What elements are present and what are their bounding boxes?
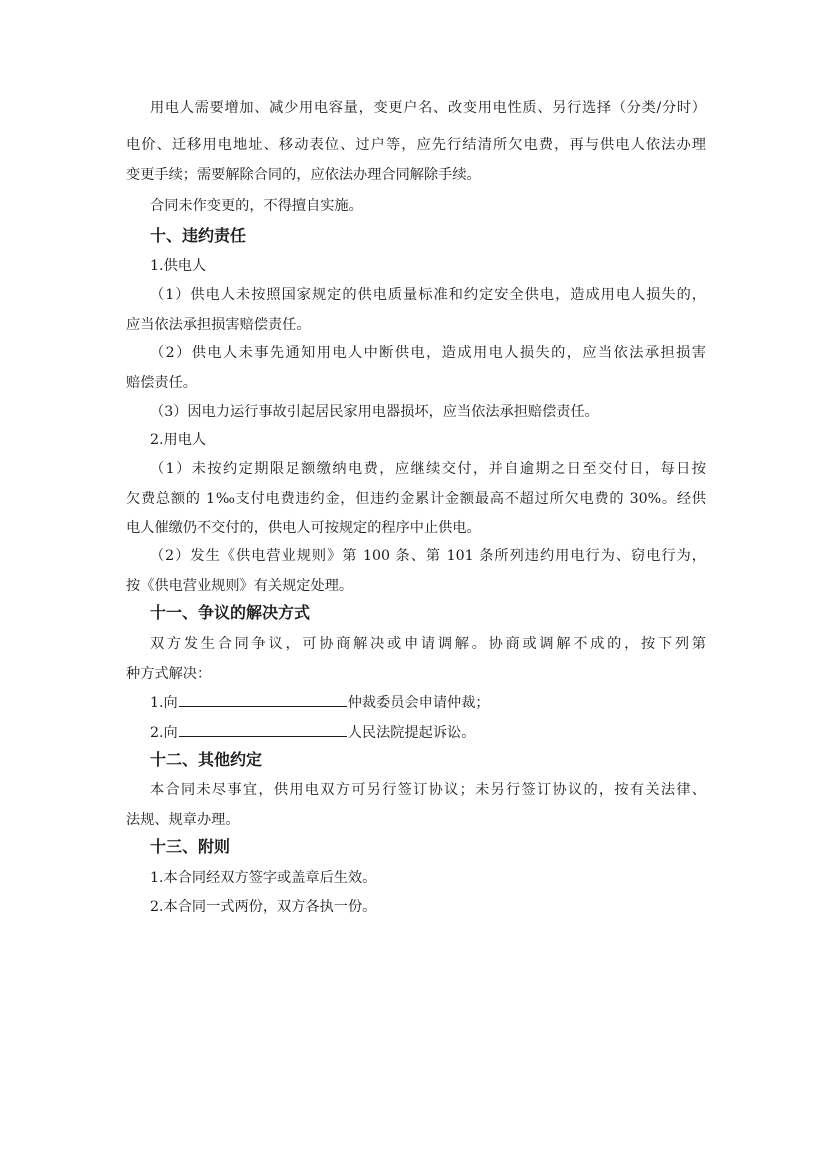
user-item-2-line-1: （2）发生《供电营业规则》第 100 条、第 101 条所列违约用电行为、窃电行为， — [150, 548, 706, 564]
dispute-option-1-prefix: 1.向 — [150, 695, 178, 711]
dispute-option-2 — [150, 722, 730, 743]
dispute-intro-line-2: 种方式解决： — [126, 666, 212, 682]
other-line-1: 本合同未尽事宜，供用电双方可另行签订协议；未另行签订协议的，按有关法律、 — [150, 782, 706, 798]
appendix-item-1: 1.本合同经双方签字或盖章后生效。 — [150, 870, 377, 886]
appendix-item-2: 2.本合同一式两份，双方各执一份。 — [150, 899, 377, 915]
dispute-option-1-suffix: 仲裁委员会申请仲裁； — [347, 695, 490, 711]
change-paragraph-line-3: 变更手续；需要解除合同的，应依法办理合同解除手续。 — [126, 167, 481, 183]
other-line-2: 法规、规章办理。 — [126, 812, 240, 828]
section-heading-other: 十二、其他约定 — [150, 750, 263, 769]
supplier-item-1-line-2: 应当依法承担损害赔偿责任。 — [126, 317, 311, 333]
section-heading-appendix: 十三、附则 — [150, 837, 231, 856]
dispute-option-1 — [150, 692, 730, 713]
supplier-item-3: （3）因电力运行事故引起居民家用电器损坏，应当依法承担赔偿责任。 — [150, 404, 599, 420]
dispute-option-2-suffix: 人民法院提起诉讼。 — [347, 725, 476, 741]
user-title: 2.用电人 — [150, 432, 207, 448]
court-name-blank[interactable] — [179, 722, 347, 737]
dispute-intro-line-1: 双方发生合同争议，可协商解决或申请调解。协商或调解不成的，按下列第 — [150, 636, 706, 652]
supplier-item-2-line-2: 赔偿责任。 — [126, 375, 197, 391]
supplier-title: 1.供电人 — [150, 258, 207, 274]
section-heading-dispute: 十一、争议的解决方式 — [150, 603, 311, 622]
supplier-item-2-line-1: （2）供电人未事先通知用电人中断供电，造成用电人损失的，应当依法承担损害 — [150, 345, 706, 361]
user-item-1-line-3: 电人催缴仍不交付的，供电人可按规定的程序中止供电。 — [126, 520, 481, 536]
arbitration-name-blank[interactable] — [179, 692, 347, 707]
user-item-1-line-2: 欠费总额的 1‰支付电费违约金，但违约金累计金额最高不超过所欠电费的 30%。经供 — [126, 491, 706, 507]
change-paragraph-line-1: 用电人需要增加、减少用电容量，变更户名、改变用电性质、另行选择（分类/分时） — [150, 100, 706, 116]
no-change-paragraph: 合同未作变更的，不得擅自实施。 — [150, 198, 363, 214]
change-paragraph-line-2: 电价、迁移用电地址、移动表位、过户等，应先行结清所欠电费，再与供电人依法办理 — [126, 137, 706, 153]
section-heading-breach: 十、违约责任 — [150, 226, 247, 245]
user-item-1-line-1: （1）未按约定期限足额缴纳电费，应继续交付，并自逾期之日至交付日，每日按 — [150, 461, 706, 477]
supplier-item-1-line-1: （1）供电人未按照国家规定的供电质量标准和约定安全供电，造成用电人损失的， — [150, 287, 706, 303]
user-item-2-line-2: 按《供电营业规则》有关规定处理。 — [126, 578, 354, 594]
dispute-option-2-prefix: 2.向 — [150, 725, 178, 741]
